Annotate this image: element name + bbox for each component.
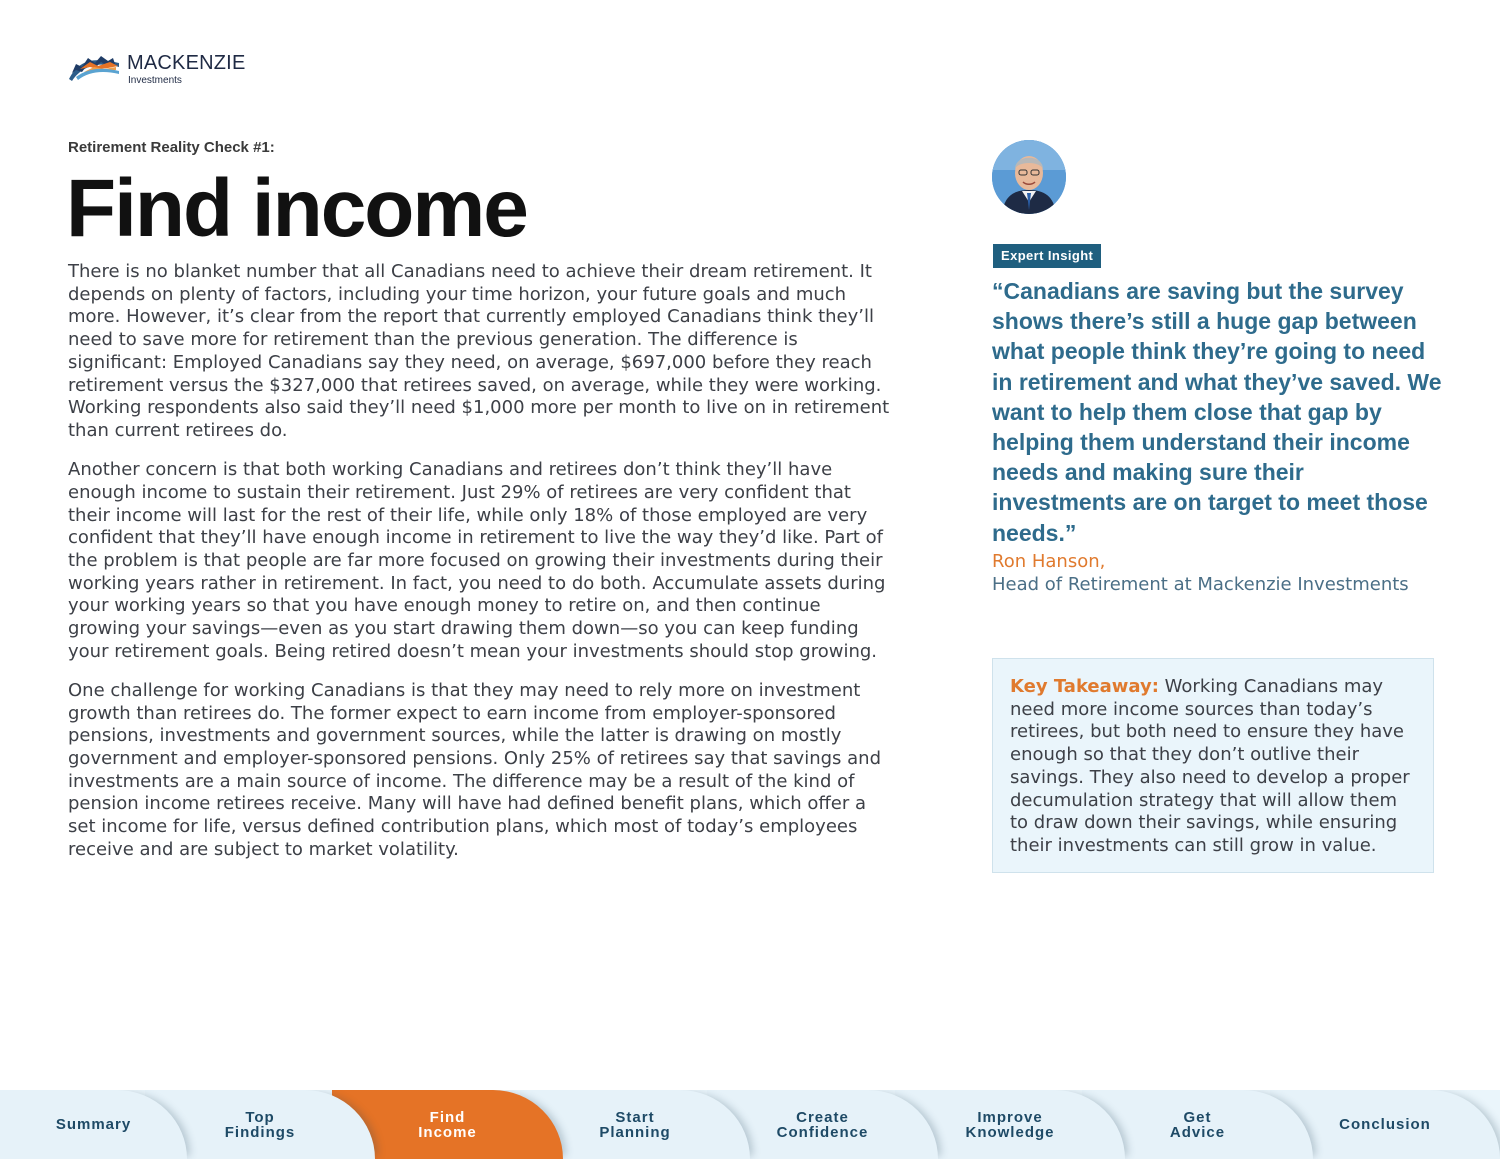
brand-logo <box>68 50 268 90</box>
key-takeaway-text: Working Canadians may need more income sources than today’s retirees, but both need to ensure they have enough so that they don’t outlive their savings. They also need to develop a proper decumulation strategy that will allow them to draw down their savings, while ensuring their investments can still grow in value. <box>1010 676 1410 856</box>
nav-tab-label: Summary <box>55 1116 132 1133</box>
page-title: Find income <box>66 163 527 254</box>
body-paragraph-1: There is no blanket number that all Canadians need to achieve their dream retirement. It depends on plenty of factors, including your time horizon, your future goals and much more. However, it’s clear from the report that currently employed Canadians think they’ll need to save more for retirement than the previous generation. The difference is significant: Employed Canadians say they need, on average, $697,000 before they reach retirement versus the $327,000 that retirees saved, on average, while they were working. Working respondents also said they’ll need $1,000 more per month to live on in retirement than current retirees do. <box>68 261 890 441</box>
nav-tab-label: Find Income <box>418 1108 477 1141</box>
expert-insight-tag: Expert Insight <box>993 244 1101 268</box>
brand-name: MACKENZIE <box>127 52 246 74</box>
body-paragraph-2: Another concern is that both working Canadians and retirees don’t think they’ll have enough income to sustain their retirement. Just 29% of retirees are very confident that their income will last for the rest of their life, while only 18% of those employed are very confident that they’ll have enough income in retirement to live the way they’d like. Part of the problem is that people are far more focused on growing their investments during their working years rather in retirement. In fact, you need to do both. Accumulate assets during your working years so that you have enough money to retire on, and then continue growing your savings—even as you start drawing them down—so you can keep funding your retirement goals. Being retired doesn’t mean your investments should stop growing. <box>68 459 886 662</box>
nav-tab-label: Get Advice <box>1169 1108 1226 1141</box>
nav-tab-label: Top Findings <box>224 1108 296 1141</box>
expert-avatar <box>992 140 1066 214</box>
quote-author-role: Head of Retirement at Mackenzie Investments <box>992 574 1409 595</box>
nav-tab-label: Start Planning <box>599 1108 671 1141</box>
mackenzie-mountain-logo-icon <box>68 52 120 82</box>
key-takeaway-label: Key Takeaway: <box>1010 676 1159 697</box>
section-eyebrow: Retirement Reality Check #1: <box>68 139 275 156</box>
nav-tab-label: Create Confidence <box>776 1108 869 1141</box>
nav-tab-label: Improve Knowledge <box>965 1108 1055 1141</box>
section-navigation <box>0 1090 1500 1159</box>
body-text <box>68 261 898 878</box>
nav-tab-label: Conclusion <box>1339 1116 1431 1133</box>
quote-author: Ron Hanson, <box>992 551 1106 572</box>
body-paragraph-3: One challenge for working Canadians is that they may need to rely more on investment growth than retirees do. The former expect to earn income from employer-sponsored pensions, investments and government sources, while the latter is drawing on mostly government and employer-sponsored pensions. Only 25% of retirees say that savings and investments are a main source of income. The difference may be a result of the kind of pension income retirees receive. Many will have had defined benefit plans, which offer a set income for life, versus defined contribution plans, which most of today’s employees receive and are subject to market volatility. <box>68 679 881 860</box>
brand-subtitle: Investments <box>128 75 182 86</box>
key-takeaway-box <box>992 658 1434 873</box>
expert-quote: “Canadians are saving but the survey shows there’s still a huge gap between what people think they’re going to need in retirement and what they’ve saved. We want to help them close that gap by helping them understand their income needs and making sure their investments are on target to meet those needs.” <box>992 278 1442 546</box>
person-portrait-icon <box>992 140 1066 214</box>
